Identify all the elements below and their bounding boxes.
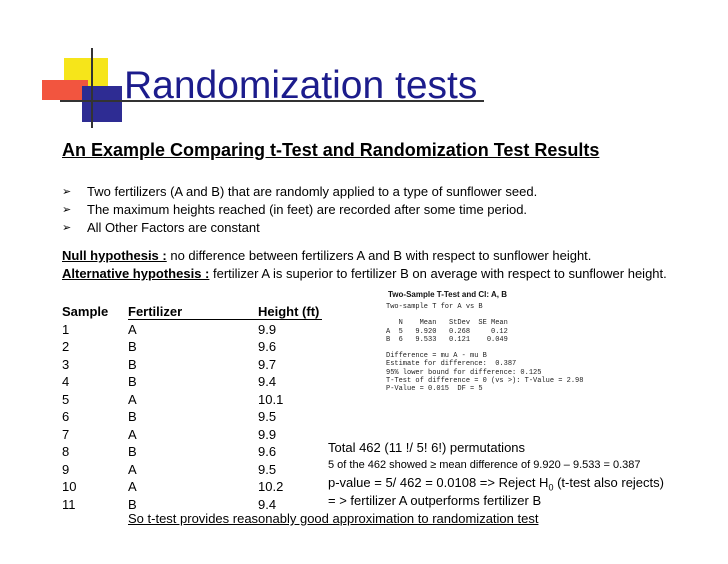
minitab-line: P-Value = 0.015 DF = 5 bbox=[386, 385, 483, 393]
outperforms-note: = > fertilizer A outperforms fertilizer B bbox=[328, 493, 542, 508]
cell-fertilizer: B bbox=[128, 356, 137, 372]
permutations-note: Total 462 (11 !/ 5! 6!) permutations bbox=[328, 440, 526, 455]
decor-vertical-line bbox=[91, 48, 93, 128]
minitab-line bbox=[386, 311, 596, 319]
minitab-line: T-Test of difference = 0 (vs >): T-Value = 2.98 bbox=[386, 376, 584, 385]
bullet-text: All Other Factors are constant bbox=[87, 220, 260, 235]
minitab-line: B 6 9.533 0.121 0.049 bbox=[386, 335, 508, 344]
cell-fertilizer: A bbox=[128, 461, 137, 477]
cell-fertilizer: B bbox=[128, 339, 137, 354]
bullet-item bbox=[62, 183, 537, 201]
cell-height: 10.2 bbox=[258, 479, 284, 494]
header-fertilizer: Fertilizer bbox=[128, 303, 258, 320]
slide-title: Randomization tests bbox=[124, 64, 478, 107]
minitab-line: Estimate for difference: 0.387 bbox=[386, 360, 517, 369]
cell-height: 9.6 bbox=[258, 444, 277, 459]
minitab-line bbox=[386, 344, 596, 352]
alternative-hypothesis-label: Alternative hypothesis : bbox=[62, 266, 210, 281]
pvalue-subscript: 0 bbox=[548, 482, 554, 493]
cell-fertilizer: B bbox=[128, 496, 137, 512]
cell-height: 9.9 bbox=[258, 321, 277, 337]
cell-sample: 1 bbox=[62, 321, 70, 337]
cell-sample: 4 bbox=[62, 374, 70, 389]
cell-sample: 10 bbox=[62, 479, 77, 494]
minitab-line: Two-sample T for A vs B bbox=[386, 303, 483, 311]
pvalue-text: p-value = 5/ 462 = 0.0108 => Reject H bbox=[328, 475, 549, 490]
minitab-title: Two-Sample T-Test and CI: A, B bbox=[388, 290, 507, 299]
cell-sample: 5 bbox=[62, 391, 70, 407]
cell-fertilizer: B bbox=[128, 444, 137, 459]
bullet-text: The maximum heights reached (in feet) are recorded after some time period. bbox=[87, 202, 528, 217]
arrow-bullet-icon: ➢ bbox=[62, 222, 72, 234]
bullet-text: Two fertilizers (A and B) that are randomly applied to a type of sunflower seed. bbox=[87, 184, 538, 199]
bullet-list bbox=[62, 183, 537, 237]
cell-height: 9.5 bbox=[258, 409, 277, 424]
slide-subtitle: An Example Comparing t-Test and Randomization Test Results bbox=[62, 140, 600, 160]
alternative-hypothesis-text: fertilizer A is superior to fertilizer B on average with respect to sunflower height. bbox=[209, 266, 667, 281]
header-sample: Sample bbox=[62, 304, 109, 319]
minitab-output-image bbox=[384, 290, 596, 422]
cell-fertilizer: A bbox=[128, 479, 137, 494]
bullet-item bbox=[62, 201, 537, 219]
null-hypothesis-text: no difference between fertilizers A and B with respect to sunflower height. bbox=[166, 248, 592, 263]
alternative-hypothesis bbox=[62, 265, 667, 283]
showed-note: 5 of the 462 showed ≥ mean difference of 9.920 – 9.533 = 0.387 bbox=[328, 459, 641, 471]
minitab-line: N Mean StDev SE Mean bbox=[386, 319, 508, 328]
minitab-line: A 5 9.920 0.268 0.12 bbox=[386, 327, 508, 336]
cell-sample: 2 bbox=[62, 339, 70, 354]
minitab-line: Difference = mu A - mu B bbox=[386, 352, 487, 361]
cell-height: 9.4 bbox=[258, 374, 277, 389]
decor-blue-square bbox=[82, 86, 122, 122]
cell-fertilizer: A bbox=[128, 426, 137, 442]
conclusion-text: So t-test provides reasonably good approximation to randomization test bbox=[128, 511, 539, 526]
cell-sample: 9 bbox=[62, 461, 70, 477]
cell-height: 9.4 bbox=[258, 496, 277, 512]
header-height: Height (ft) bbox=[258, 303, 322, 320]
cell-fertilizer: A bbox=[128, 391, 137, 407]
null-hypothesis bbox=[62, 247, 591, 265]
cell-sample: 6 bbox=[62, 409, 70, 424]
cell-height: 9.5 bbox=[258, 461, 277, 477]
bullet-item bbox=[62, 219, 537, 237]
cell-fertilizer: B bbox=[128, 409, 137, 424]
minitab-line: 95% lower bound for difference: 0.125 bbox=[386, 368, 542, 377]
cell-height: 9.9 bbox=[258, 426, 277, 442]
null-hypothesis-label: Null hypothesis : bbox=[62, 248, 167, 263]
arrow-bullet-icon: ➢ bbox=[62, 204, 72, 216]
cell-fertilizer: B bbox=[128, 374, 137, 389]
cell-sample: 3 bbox=[62, 356, 70, 372]
pvalue-suffix: (t-test also rejects) bbox=[553, 475, 664, 490]
cell-fertilizer: A bbox=[128, 321, 137, 337]
arrow-bullet-icon: ➢ bbox=[62, 186, 72, 198]
cell-height: 10.1 bbox=[258, 391, 284, 407]
cell-sample: 8 bbox=[62, 444, 70, 459]
pvalue-note bbox=[328, 475, 664, 493]
cell-height: 9.7 bbox=[258, 356, 277, 372]
cell-sample: 11 bbox=[62, 496, 76, 512]
cell-sample: 7 bbox=[62, 426, 70, 442]
cell-height: 9.6 bbox=[258, 339, 277, 354]
